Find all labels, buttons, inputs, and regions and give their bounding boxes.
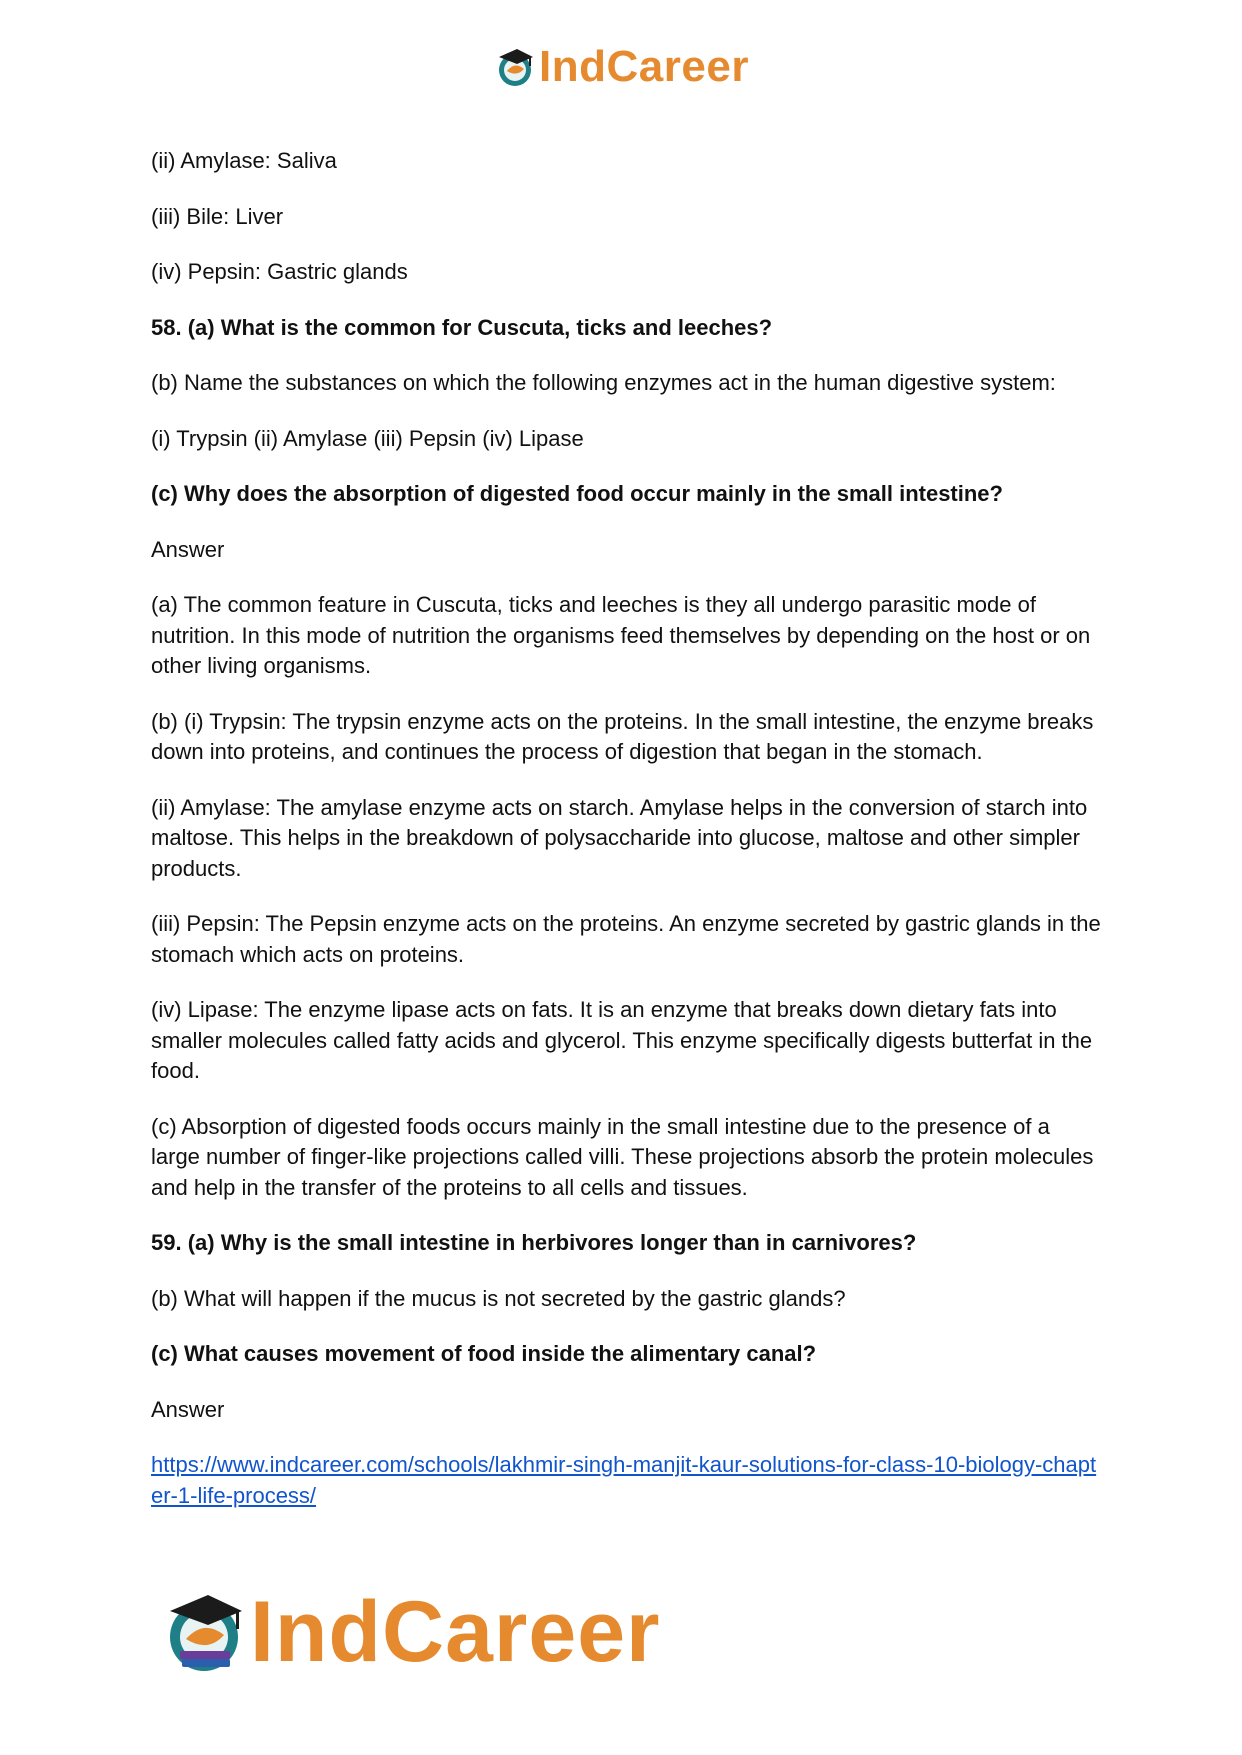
paragraph: (ii) Amylase: Saliva — [151, 148, 337, 173]
question-heading: (c) Why does the absorption of digested food occur mainly in the small intestine? — [151, 481, 1003, 506]
question-heading: 59. (a) Why is the small intestine in herbivores longer than in carnivores? — [151, 1230, 917, 1255]
paragraph: (iv) Lipase: The enzyme lipase acts on fats. It is an enzyme that breaks down dietary fats into smaller molecules called fatty acids and glycerol. This enzyme specifically digests butterfat in the food. — [151, 997, 1093, 1083]
source-link[interactable]: https://www.indcareer.com/schools/lakhmir-singh-manjit-kaur-solutions-for-class-10-biology-chapter-1-life-process/ — [151, 1452, 1097, 1508]
paragraph: (iv) Pepsin: Gastric glands — [151, 259, 408, 284]
answer-label: Answer — [151, 1396, 225, 1422]
paragraph: (i) Trypsin (ii) Amylase (iii) Pepsin (iv) Lipase — [151, 425, 584, 451]
footer-logo-text: IndCareer — [250, 1584, 661, 1680]
header-logo — [0, 42, 1242, 92]
graduation-cap-globe-books-icon — [160, 1589, 248, 1677]
paragraph: (b) Name the substances on which the following enzymes act in the human digestive system: — [151, 370, 1056, 395]
paragraph: (iii) Pepsin: The Pepsin enzyme acts on the proteins. An enzyme secreted by gastric glands in the stomach which acts on proteins. — [151, 911, 1101, 967]
question-heading: (c) What causes movement of food inside the alimentary canal? — [151, 1341, 817, 1366]
paragraph: (c) Absorption of digested foods occurs mainly in the small intestine due to the presence of a large number of finger-like projections called villi. These projections absorb the protein molecules and help in the transfer of the proteins to all cells and tissues. — [151, 1113, 1094, 1200]
paragraph: (a) The common feature in Cuscuta, ticks and leeches is they all undergo parasitic mode of nutrition. In this mode of nutrition the organisms feed themselves by depending on the host or on other living organisms. — [151, 592, 1091, 678]
header-logo-text: IndCareer — [539, 42, 749, 91]
question-heading: 58. (a) What is the common for Cuscuta, ticks and leeches? — [151, 314, 773, 340]
paragraph: (ii) Amylase: The amylase enzyme acts on starch. Amylase helps in the conversion of starch into maltose. This helps in the breakdown of polysaccharide into glucose, maltose and other simpler products. — [151, 794, 1088, 881]
graduation-cap-globe-icon — [493, 45, 537, 89]
paragraph: (iii) Bile: Liver — [151, 203, 284, 229]
paragraph: (b) What will happen if the mucus is not secreted by the gastric glands? — [151, 1285, 846, 1311]
document-body — [151, 146, 1101, 1536]
paragraph: (b) (i) Trypsin: The trypsin enzyme acts on the proteins. In the small intestine, the enzyme breaks down into proteins, and continues the process of digestion that began in the stomach. — [151, 708, 1094, 764]
answer-label: Answer — [151, 536, 225, 562]
footer-logo — [160, 1583, 661, 1682]
